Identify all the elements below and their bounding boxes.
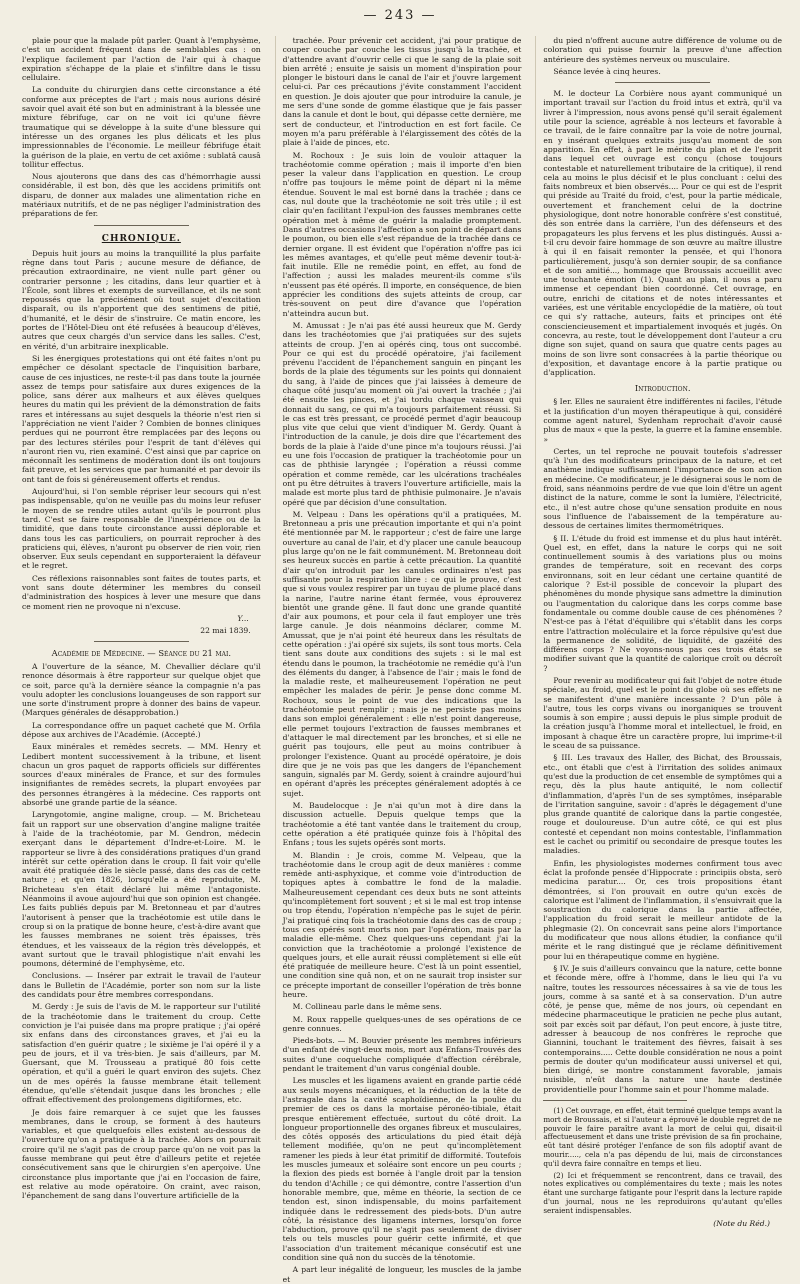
page-number: — 243 — — [363, 8, 437, 23]
separator — [615, 82, 710, 83]
paragraph: M. Roux rappelle quelques-unes de ses opérations de ce genre connues. — [282, 1014, 522, 1033]
paragraph: Nous ajouterons que dans des cas d'hémorrhagie aussi considérable, il est bon, dès que les accidens primitifs ont disparu, de donner aux malades une alimentation riche en matériaux nutritifs, et de ne pas négliger l'administration des préparations de fer. — [22, 172, 261, 219]
paragraph: § II. L'étude du froid est immense et du plus haut intérêt. Quel est, en effet, dans la nature le corps qui ne soit continuellement soumis à des variations plus ou moins grandes de température, soit en recevant des corps environnans, soit en leur cédant une certaine quantité de calorique ? Est-il possible de concevoir la plupart des phénomènes du monde physique sans admettre la diminution ou l'augmentation du calorique dans les corps comme base fondamentale ou comme double cause de ces phénomènes ? N'est-ce pas à l'état d'équilibre qui s'établit dans les corps entre l'attraction moléculaire et la force répulsive qu'est due la permanence de solidité, de liquidité, de gazéité des différens corps ? Ne voyons-nous pas ces trois états se modifier suivant que la quantité de calorique croît ou décroît ? — [543, 533, 783, 673]
paragraph: Les muscles et les ligamens avaient en grande partie cédé aux seuls moyens mécaniques, et la réduction de la tête de l'astragale dans la cavité scaphoïdienne, de la poulie du premier de ces os dans la mortaise péronéo-tibiale, était presque entièrement effectuée, surtout du côté droit. La longueur proportionnelle des organes fibreux et musculaires, des côtés opposés des articulations du pied était déjà tellement modifiée, qu'on ne peut qu'incomplètement ramener les pieds à leur état primitif de difformité. Toutefois les muscles jumeaux et soléaire sont encore un peu courts ; la flexion des pieds est bornée à l'angle droit par la tension du tendon d'Achille ; ce qui démontre, contre l'assertion d'un honorable membre, que, même en théorie, la section de ce tendon est, sinon indispensable, du moins parfaitement indiquée dans le redressement des pieds-bots. D'un autre côté, la résistance des ligamens internes, lorsqu'on force l'abduction, prouve qu'il ne s'agit pas seulement de diviser tels ou tels muscles pour guérir cette infirmité, et que l'association d'un traitement mécanique consécutif est une condition sine quâ non du succès de la ténotomie. — [282, 1076, 522, 1262]
paragraph: Eaux minérales et remèdes secrets. — MM. Henry et Ledibert montent successivement à la tribune, et lisent chacun un gros paquet de rapports officiels sur différentes sources d'eaux minérales de France, et sur des formules insignifiantes de remèdes secrets, la plupart envoyées par des personnes étrangères à la médecine. Ces rapports ont absorbé une grande partie de la séance. — [22, 742, 261, 808]
paragraph: M. Baudelocque : Je n'ai qu'un mot à dire dans la discussion actuelle. Depuis quelque temps que la trachéotomie a été tant vantée dans le traitement du croup, cette opération a été pratiquée quinze fois à l'hôpital des Enfans ; tous les sujets opérés sont morts. — [282, 801, 522, 848]
paragraph: trachée. Pour prévenir cet accident, j'ai pour pratique de couper couche par couche les tissus jusqu'à la trachée, et d'attendre avant d'ouvrir celle ci que le sang de la plaie soit bien arrêté ; ensuite je saisis un moment d'inspiration pour plonger le bistouri dans le canal de l'air et j'ouvre largement celui-ci. Par ces précautions j'évite constamment l'accident en question. Je dois ajouter que pour introduire la canule, je me sers d'une sonde de gomme élastique que je fais passer dans la canule et dont le bout, qui dépasse cette dernière, me sert de conducteur, et l'introduction en est fort facile. Ce moyen m'a paru préférable à l'élargissement des côtés de la plaie à l'aide de pinces, etc. — [282, 36, 522, 148]
paragraph: Aujourd'hui, si l'on semble répriser leur secours qui n'est pas indispensable, qu'on ne veuille pas du moins leur refuser le moyen de se rendre utiles autant qu'ils le pourront plus tard. C'est se faire responsable de l'inexpérience ou de la timidité, que dans toute circonstance aussi déplorable et dans tous les cas particuliers, on pourrait reprocher à des praticiens qui, élèves, n'auront pu observer de rien voir, rien observer. Eux seuls cependant en supporteraient la défaveur et le regret. — [22, 487, 261, 571]
paragraph: Laryngotomie, angine maligne, croup. — M. Bricheteau fait un rapport sur une observation d'angine maligne traitée à l'aide de la trachéotomie, par M. Gendron, médecin exerçant dans le département d'Indre-et-Loire. M. le rapporteur se livre à des considérations pratiques d'un grand intérêt sur cette opération dans le croup. Il fait voir qu'elle avait été pratiquée dès le siècle passé, dans des cas de cette nature ; et qu'en 1826, lorsqu'elle a été reproduite, M. Bricheteau s'en était déclaré lui même l'antagoniste. Néanmoins il avoue aujourd'hui que son opinion est changée. Les faits publiés depuis par M. Bretonneau et par d'autres l'autorisent à penser que la trachéotomie est utile dans le croup si on la pratique de bonne heure, c'est-à-dire avant que les fausses membranes ne soient très épaisses, très étendues, et les vaisseaux de la région très développés, et avant surtout que le travail phlogistique n'ait envahi les poumons, déterminé de l'emphysème, etc. — [22, 810, 261, 969]
paragraph: La conduite du chirurgien dans cette circonstance a été conforme aux préceptes de l'art ; mais nous aurions désiré savoir quel avait été son but en administrant à la blessée une mixture fébrifuge, car on ne voit ici qu'une fièvre traumatique qui se développe à la suite d'une blessure qui intéresse un des organes les plus délicats et les plus impressionnables de l'économie. Le meilleur fébrifuge était la guérison de la plaie, en vertu de cet axiôme : sublatâ causâ tollitur effectus. — [22, 85, 261, 169]
paragraph: Je dois faire remarquer à ce sujet que les fausses membranes, dans le croup, se forment à des hauteurs variables, et que quelquefois elles existent au-dessous de l'ouverture qu'on a pratiquée à la trachée. Alors on pourrait croire qu'il ne s'agit pas de croup parce qu'on ne voit pas la fausse membrane qui peut être d'ailleurs petite et rejetée consécutivement sans que le chirurgien s'en aperçoive. Une circonstance plus importante que j'ai en l'occasion de faire, est relative au mode opératoire. On craint, avec raison, l'épanchement de sang dans l'ouverture artificielle de la — [22, 1107, 261, 1201]
separator — [94, 225, 189, 226]
paragraph: La correspondance offre un paquet cacheté que M. Orfila dépose aux archives de l'Académie. (Accepté.) — [22, 720, 261, 739]
footnote: (2) Ici et fréquemment se rencontrent, dans ce travail, des notes explicatives ou complémentaires du texte ; mais les notes étant une surcharge fatigante pour l'esprit dans la lecture rapide d'un journal, nous ne les reproduirons qu'autant qu'elles seraient indispensables. — [543, 1170, 783, 1215]
footnote-separator — [543, 1100, 686, 1101]
footnote-signature: (Note du Réd.) — [713, 1218, 771, 1228]
section-title-academie: Académie de Médecine. — Séance du 21 mai. — [51, 647, 232, 658]
paragraph: Certes, un tel reproche ne pouvait toutefois s'adresser qu'à l'un des modificateurs principaux de la nature, et cet anathème indique suffisamment l'importance de son action en médecine. Ce modificateur, je le désignerai sous le nom de froid, sans néanmoins perdre de vue que loin d'être un agent distinct de la nature, comme le sont la lumière, l'électricité, etc., il n'est autre chose qu'une sensation produite en nous sous l'influence de l'abaissement de la température au-dessous de certaines limites thermométriques. — [543, 446, 783, 531]
paragraph: plaie pour que la malade pût parler. Quant à l'emphysème, c'est un accident fréquent dans de semblables cas : on l'explique facilement par l'action de l'air qui à chaque expiration s'échappe de la plaie et s'infiltre dans le tissu cellulaire. — [22, 36, 261, 83]
paragraph: M. Velpeau : Dans les opérations qu'il a pratiquées, M. Bretonneau a pris une précaution importante et qui n'a point été mentionnée par M. le rapporteur ; c'est de faire une large ouverture au canal de l'air, et d'y placer une canule beaucoup plus large qu'on ne le fait communément. M. Bretonneau doit ses heureux succès en partie à cette précaution. La quantité d'air qu'on introduit par les canules ordinaires n'est pas suffisante pour la respiration libre : ce qui le prouve, c'est que si vous voulez respirer par un tuyau de plume placé dans la narine, l'autre narine étant fermée, vous éprouverez bientôt une grande gêne. Il faut donc une grande quantité d'air aux poumons, et pour cela il faut employer une très large canule. Je dois néanmoins déclarer, comme M. Amussat, que je n'ai point été heureux dans les résultats de cette opération : j'ai opéré six sujets, ils sont tous morts. Cela tient sans doute aux conditions des sujets : si le mal est étendu dans le poumon, la trachéotomie ne remédie qu'à l'un des éléments du danger, à l'absence de l'air ; mais le fond de la maladie reste, et malheureusement l'opération ne peut empêcher les malades de périr. Je pense donc comme M. Rochoux, sous le point de vue des indications que la trachéotomie peut remplir ; mais je ne persiste pas moins dans son emploi généralement : elle n'est point dangereuse, elle permet toujours l'extraction de fausses membranes et d'attaquer le mal directement par les bronches, et si elle ne guérit pas toujours, elle peut au moins contribuer à prolonger l'existence. Quant au procédé opératoire, je dois dire que je ne vois pas que les dangers de l'épanchement sanguin, signalés par M. Gerdy, soient à craindre aujourd'hui en opérant d'après les préceptes généralement adoptés à ce sujet. — [282, 509, 522, 798]
paragraph: Enfin, les physiologistes modernes confirment tous avec éclat la profonde pensée d'Hippocrate : principiis obsta, serò medicina paratur.... Or, ces trois propositions étant démontrées, si l'on prouvait en outre qu'un excès de calorique est l'aliment de l'inflammation, il s'ensuivrait que la soustraction du calorique dans la partie affectée, l'application du froid serait le meilleur antidote de la phlegmasie (2). On concevrait sans peine alors l'importance du modificateur que nous allons étudier, la confiance qu'il mérite et le rang distingué que je réclame définitivement pour lui en thérapeutique comme en hygiène. — [543, 858, 783, 961]
paragraph: § IV. Je suis d'ailleurs convaincu que la nature, cette bonne et féconde mère, offre à l'homme, dans le lieu qui l'a vu naître, toutes les ressources nécessaires à sa vie de tous les jours, comme à sa santé et à sa conservation. D'un autre côté, je pense que, même de nos jours, où cependant en médecine pharmaceutique le praticien ne peche plus autant, soit par excès soit par défaut, l'on peut encore, à juste titre, adresser à beaucoup de nos confrères le reproche que Giannini, touchant le traitement des fièvres, faisait à ses contemporains..... Cette double considération ne nous a point permis de douter qu'un modificateur aussi universel et qui, bien dirigé, se montre constamment favorable, jamais nuisible, n'eût dans la nature une haute destinée providentielle pour l'homme sain et pour l'homme malade. — [543, 963, 783, 1094]
paragraph: Conclusions. — Insérer par extrait le travail de l'auteur dans le Bulletin de l'Académie, porter son nom sur la liste des candidats pour être membres correspondans. — [22, 971, 261, 1000]
column-left — [22, 36, 261, 1201]
paragraph: Pour revenir au modificateur qui fait l'objet de notre étude spéciale, au froid, quel est le point du globe où ses effets ne se manifestent d'une manière incessante ? D'un pôle à l'autre, tous les corps vivans ou inorganiques se trouvent soumis à son empire ; aussi depuis le plus simple produit de la création jusqu'à l'homme moral et intellectuel, le froid, en imposant à chaque être un caractère propre, lui imprime-t-il le sceau de sa puissance. — [543, 676, 783, 751]
paragraph: M. le docteur La Corbière nous ayant communiqué un important travail sur l'action du froid intus et extrà, qu'il va livrer à l'impression, nous avons pensé qu'il serait également utile pour la science, agréable à nos lecteurs et favorable à ce travail, de le faire connaître par la voie de notre journal, en y insérant quelques extraits jusqu'au moment de son apparition. En effet, à part le mérite du plan et de l'esprit dans lequel cet ouvrage est conçu (chose toujours contestable et naturellement tributaire de la critique), il rend cela au moins le plus décisif et le plus concluant : celui des faits nombreux et bien observés.... Pour ce qui est de l'esprit qui préside au Traité du froid, c'est, pour la partie médicale, ouvertement et franchement celui de la doctrine physiologique, dont notre honorable confrère s'est constitué, dès son entrée dans la carrière, l'un des défenseurs et des propagateurs les plus fervens et les plus distingués. Aussi a-t-il cru devoir faire hommage de son œuvre au maître illustre à qui il en faisait remonter la pensée, et qui l'honora particulièrement, jusqu'à son dernier soupir, de sa confiance et de son amitié..., hommage que Broussais accueillit avec une touchante émotion (1). Quant au plan, il nous a paru immense et cependant bien coordonné. Cet ouvrage, en outre, enrichi de citations et de notes intéressantes et variées, est une véritable encyclopédie de la matière, où tout ce qui s'y rattache, auteurs, faits et principes ont été consciencieusement et impartialement invoqués et jugés. On concevra, au reste, tout le développement dont l'auteur a cru digne son sujet, quand on saura que quatre cents pages au moins de son livre sont consacrées à la partie théorique ou d'exposition, et davantage encore à la partie pratique ou d'application. — [543, 89, 783, 378]
column-right — [535, 36, 783, 1228]
paragraph: § III. Les travaux des Haller, des Bichat, des Broussais, etc., ont établi que c'est à l'irritation des solides animaux qu'est due la production de cet ensemble de symptômes qui a reçu, dès la plus haute antiquité, le nom collectif d'inflammation, d'après l'un de ses symptômes, inséparable de l'irritation sanguine, savoir : d'après le dégagement d'une plus grande quantité de calorique dans la partie congestée, rouge et douloureuse. D'un autre côté, ce qui est plus contesté et cependant non moins contestable, l'inflammation est le cachet ou primitif ou secondaire de presque toutes les maladies. — [543, 753, 783, 856]
paragraph: Si les énergiques protestations qui ont été faites n'ont pu empêcher ce désolant spectacle de l'inquisition barbare, cause de ces injustices, ne reste-t-il pas dans toute la journée assez de temps pour satisfaire aux dures exigences de la police, sans dérer aux malheurs et aux élèves quelques heures du matin qui les prévient de la démonstration de faits rares et intéressans au sujet desquels la théorie n'est rien si l'appréciation ne vient l'aider ? Combien de bonnes cliniques perdues qui ne pourront être remplacées par des leçons ou par des lectures stériles pour l'esprit de tant d'élèves qui n'auront rien vu, rien examiné. C'est ainsi que par caprice on méconnaît les sentimens de modération dont ils ont toujours fait preuve, et les services que par humanité et par devoir ils ont tant de fois si généreusement offerts et rendus. — [22, 353, 261, 484]
paragraph: M. Gerdy : Je suis de l'avis de M. le rapporteur sur l'utilité de la trachéotomie dans le traitement du croup. Cette conviction je l'ai puisée dans ma propre pratique ; j'ai opéré six enfans dans des circonstances graves, et j'ai eu la satisfaction d'en guérir quatre ; le sixième je l'ai opéré il y a peu de jours, et il va très-bien. Je sais d'ailleurs, par M. Guersant, que M. Trousseau a pratiqué 80 fois cette opération, et qu'il a guéri le quart environ des sujets. Chez un de mes opérés la fausse membrane était tellement étendue, qu'elle s'étendait jusque dans les bronches ; elle offrait effectivement des prolongemens digitiformes, etc. — [22, 1002, 261, 1105]
section-title-introduction: Introduction. — [634, 383, 691, 394]
paragraph: A l'ouverture de la séance, M. Chevallier déclare qu'il renonce désormais à être rapporteur sur quelque objet que ce soit, parce qu'à la dernière séance la compagnie n'a pas voulu adopter les conclusions louangeuses de son rapport sur une sorte d'instrument propre à donner des bains de vapeur. (Marques générales de désapprobation.) — [22, 661, 261, 718]
paragraph: M. Amussat : Je n'ai pas été aussi heureux que M. Gerdy dans les trachéotomies que j'ai pratiquées sur des sujets atteints de croup. J'en ai opérés cinq, tous ont succombé. Pour ce qui est du procédé opératoire, j'ai facilement prévenu l'accident de l'épanchement sanguin en pinçant les bords de la plaie des téguments sur les points qui donnaient du sang, à l'aide de pinces que j'ai laissées à demeure de chaque côté jusqu'au moment où j'ai ouvert la trachée ; j'ai été ensuite les pinces, et j'ai tordu chaque vaisseau qui donnait du sang, ce qui m'a toujours parfaitement réussi. Si le cas est très pressant, ce procédé permet d'agir beaucoup plus vite que celui que vient d'indiquer M. Gerdy. Quant à l'introduction de la canule, je dois dire que l'écartement des bords de la plaie à l'aide d'une pince m'a toujours réussi. J'ai eu une fois l'occasion de pratiquer la trachéotomie pour un cas de phthisie laryngée ; l'opération a réussi comme opération et comme remède, car les ulcérations trachéales ont pu être détruites à travers l'ouverture artificielle, mais la malade est morte plus tard de phthisie pulmonaire. Je n'avais opéré que par décision d'une consultation. — [282, 320, 522, 507]
paragraph: M. Collineau parle dans le même sens. — [292, 1002, 442, 1012]
paragraph: Pieds-bots. — M. Bouvier présente les membres inférieurs d'un enfant de vingt-deux mois, mort aux Enfans-Trouvés des suites d'une coqueluche compliquée d'affection cérébrale, pendant le traitement d'un varus congénial double. — [282, 1036, 522, 1074]
paragraph: Ces réflexions raisonnables sont faites de toutes parts, et vont sans doute déterminer les membres du conseil d'administration des hospices à lever une mesure que dans ce moment rien ne provoque ni n'excuse. — [22, 573, 261, 611]
paragraph: M. Blandin : Je crois, comme M. Velpeau, que la trachéotomie dans le croup agit de deux manières : comme remède anti-asphyxique, et comme voie d'introduction de topiques aptes à combattre le fond de la maladie. Malheureusement cependant ces deux buts ne sont atteints qu'incomplètement fort souvent ; et si le mal est trop intense ou trop étendu, l'opération n'empêche pas le sujet de périr. J'ai pratiqué cinq fois la trachéotomie dans des cas de croup ; tous ces opérés sont morts non par l'opération, mais par la maladie elle-même. Chez quelques-uns cependant j'ai la conviction que la trachéotomie a prolongé l'existence de quelques jours, et elle aurait réussi complètement si elle eût été pratiquée de meilleure heure. C'est là un point essentiel, une condition sine quâ non, et on ne saurait trop insister sur ce précepte important de conseiller l'opération de très bonne heure. — [282, 850, 522, 999]
paragraph: M. Rochoux : Je suis loin de vouloir attaquer la trachéotomie comme opération ; mais il importe d'en bien peser la valeur dans l'application en question. Le croup n'offre pas toujours le même point de départ ni la même étendue. Souvent le mal est borné dans la trachée ; dans ce cas, nul doute que la trachéotomie ne soit très utile ; il est clair qu'en facilitant l'expul-ion des fausses membranes cette opération met à même de guérir la maladie promptement. Dans d'autres occasions l'affection a son point de départ dans le poumon, ou bien elle s'est répandue de la trachée dans ce dernier organe. Il est évident que l'opération n'offre pas ici les mêmes avantages, et qu'elle peut même devenir tout-à-fait inutile. Elle ne remédie point, en effet, au fond de l'affection ; aussi les malades meurent-ils comme s'ils n'eussent pas été opérés. Il importe, en conséquence, de bien apprécier les conditions des sujets atteints de croup, car très-souvent on peut dire d'avance que l'opération n'atteindra aucun but. — [282, 150, 522, 318]
paragraph: A part leur inégalité de longueur, les muscles de la jambe et — [282, 1265, 522, 1284]
paragraph: Depuis huit jours au moins la tranquillité la plus parfaite règne dans tout Paris ; aucune mesure de défiance, de précaution extraordinaire, ne vient nulle part gêner ou contrarier personne ; les citadins, dans leur quartier et à l'École, sont libres et exempts de surveillance, et ils ne sont repoussés que la précisément où tout sujet d'excitation disparaît, ou ils n'apportent que des sentimens de pitié, d'humanité, et le désir de s'instruire. Ce matin encore, les portes de l'Hôtel-Dieu ont été refusées à beaucoup d'élèves, autres que ceux chargés d'un service dans les salles. C'est, en vérité, d'un arbitraire inexplicable. — [22, 248, 261, 351]
footnotes — [543, 1107, 782, 1228]
signature: Y... — [237, 613, 249, 623]
paragraph: du pied n'offrent aucune autre différence de volume ou de coloration qui puisse fournir la preuve d'une affection antérieure des systèmes nerveux ou musculaire. — [543, 36, 783, 64]
footnote: (1) Cet ouvrage, en effet, était terminé quelque temps avant la mort de Broussais, et si l'auteur a éprouvé le double regret de ne pouvoir le faire paraître avant la mort de celui qui, disait-il affectueusement et dans une triste prévision de sa fin prochaine, eût tant désiré protéger l'enfance de son fils adoptif avant de mourir....., cela n'a pas dépendu de lui, mais de circonstances qu'il devra faire connaître en temps et lieu. — [543, 1106, 783, 1168]
dateline: 22 mai 1839. — [200, 625, 251, 635]
section-title-chronique: CHRONIQUE. — [101, 233, 181, 244]
paragraph: § Ier. Elles ne sauraient être indifférentes ni faciles, l'étude et la justification d'un moyen thérapeutique à qui, considéré comme agent naturel, Sydenham reprochait d'avoir causé plus de maux « que la peste, la guerre et la famine ensemble. » — [543, 397, 783, 444]
column-middle — [275, 36, 522, 1284]
paragraph: Séance levée à cinq heures. — [553, 66, 661, 76]
separator — [94, 641, 189, 642]
